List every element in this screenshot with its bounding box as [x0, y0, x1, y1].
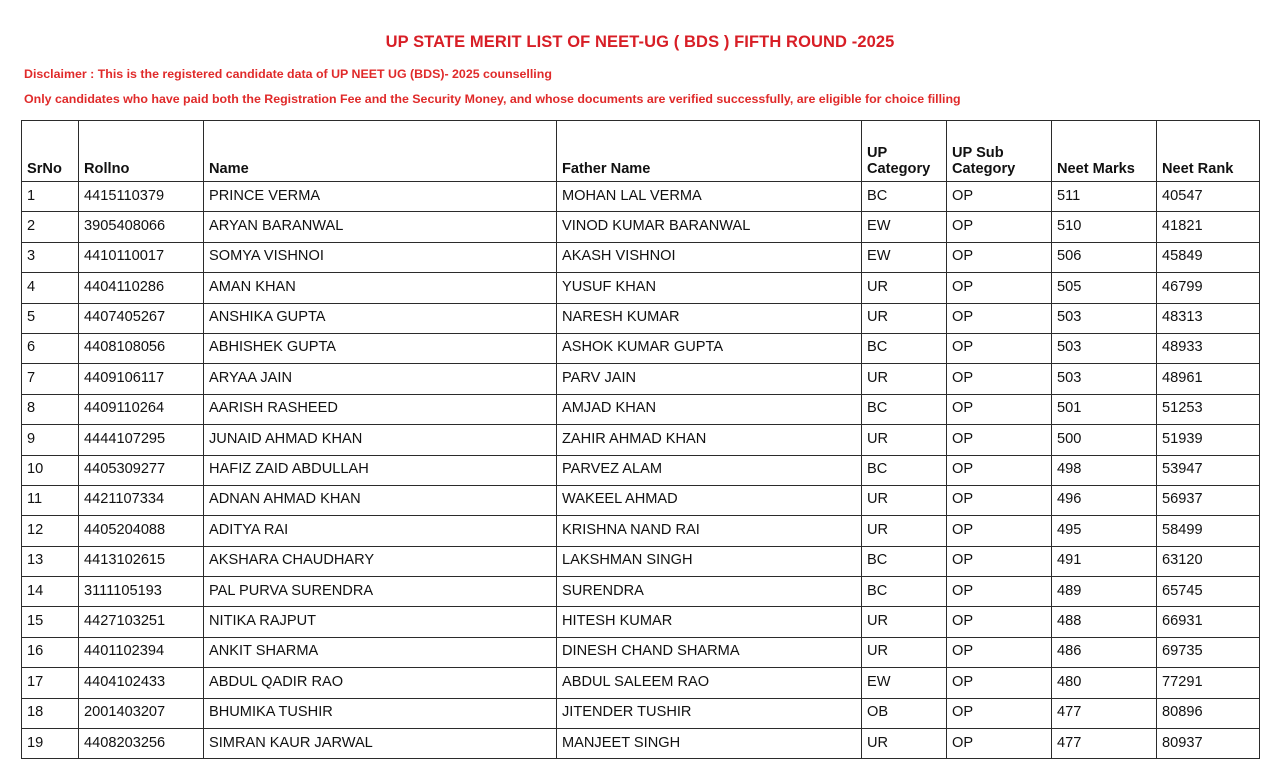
- table-row: [22, 546, 1260, 576]
- cell-up-category: BC: [862, 455, 947, 485]
- cell-name: ADNAN AHMAD KHAN: [204, 485, 557, 515]
- cell-rollno: 4427103251: [79, 607, 204, 637]
- cell-up-sub-category: OP: [947, 333, 1052, 363]
- cell-neet-rank: 46799: [1157, 273, 1260, 303]
- cell-rollno: 4413102615: [79, 546, 204, 576]
- cell-up-sub-category: OP: [947, 455, 1052, 485]
- table-row: [22, 577, 1260, 607]
- cell-neet-rank: 80896: [1157, 698, 1260, 728]
- cell-up-sub-category: OP: [947, 577, 1052, 607]
- cell-up-sub-category: OP: [947, 182, 1052, 212]
- cell-neet-marks: 477: [1052, 698, 1157, 728]
- up-category-line-2: Category: [867, 160, 931, 177]
- up-sub-category-line-1: UP Sub: [952, 145, 1004, 162]
- cell-rollno: 4404102433: [79, 668, 204, 698]
- cell-neet-rank: 48933: [1157, 333, 1260, 363]
- cell-rollno: 4410110017: [79, 242, 204, 272]
- cell-up-category: UR: [862, 729, 947, 759]
- cell-name: ARYAA JAIN: [204, 364, 557, 394]
- table-row: [22, 182, 1260, 212]
- table-row: [22, 333, 1260, 363]
- cell-name: ADITYA RAI: [204, 516, 557, 546]
- cell-up-category: UR: [862, 637, 947, 667]
- cell-up-category: UR: [862, 425, 947, 455]
- column-header-srno: SrNo: [22, 121, 79, 182]
- column-header-up-category: [862, 121, 947, 182]
- cell-father-name: MANJEET SINGH: [557, 729, 862, 759]
- cell-rollno: 4407405267: [79, 303, 204, 333]
- cell-up-category: UR: [862, 273, 947, 303]
- table-row: [22, 729, 1260, 759]
- cell-father-name: ASHOK KUMAR GUPTA: [557, 333, 862, 363]
- cell-srno: 5: [22, 303, 79, 333]
- cell-father-name: SURENDRA: [557, 577, 862, 607]
- cell-father-name: PARV JAIN: [557, 364, 862, 394]
- cell-name: ABDUL QADIR RAO: [204, 668, 557, 698]
- cell-srno: 7: [22, 364, 79, 394]
- cell-name: PAL PURVA SURENDRA: [204, 577, 557, 607]
- cell-up-sub-category: OP: [947, 394, 1052, 424]
- cell-up-category: BC: [862, 577, 947, 607]
- cell-srno: 2: [22, 212, 79, 242]
- cell-father-name: WAKEEL AHMAD: [557, 485, 862, 515]
- cell-srno: 19: [22, 729, 79, 759]
- cell-neet-rank: 56937: [1157, 485, 1260, 515]
- cell-up-sub-category: OP: [947, 546, 1052, 576]
- table-row: [22, 607, 1260, 637]
- cell-neet-marks: 506: [1052, 242, 1157, 272]
- cell-neet-rank: 66931: [1157, 607, 1260, 637]
- column-header-father-name: Father Name: [557, 121, 862, 182]
- cell-up-category: UR: [862, 607, 947, 637]
- cell-neet-marks: 511: [1052, 182, 1157, 212]
- cell-neet-rank: 48961: [1157, 364, 1260, 394]
- cell-rollno: 2001403207: [79, 698, 204, 728]
- cell-up-category: OB: [862, 698, 947, 728]
- cell-neet-marks: 489: [1052, 577, 1157, 607]
- cell-father-name: KRISHNA NAND RAI: [557, 516, 862, 546]
- cell-father-name: NARESH KUMAR: [557, 303, 862, 333]
- cell-name: AARISH RASHEED: [204, 394, 557, 424]
- up-category-line-1: UP: [867, 145, 888, 162]
- cell-up-category: UR: [862, 516, 947, 546]
- cell-neet-rank: 77291: [1157, 668, 1260, 698]
- cell-neet-marks: 503: [1052, 333, 1157, 363]
- table-row: [22, 303, 1260, 333]
- cell-up-category: UR: [862, 485, 947, 515]
- table-row: [22, 637, 1260, 667]
- cell-srno: 17: [22, 668, 79, 698]
- cell-srno: 4: [22, 273, 79, 303]
- cell-rollno: 4444107295: [79, 425, 204, 455]
- disclaimer-block: [0, 51, 1280, 105]
- cell-neet-rank: 69735: [1157, 637, 1260, 667]
- cell-up-sub-category: OP: [947, 303, 1052, 333]
- cell-father-name: AKASH VISHNOI: [557, 242, 862, 272]
- table-row: [22, 668, 1260, 698]
- table-row: [22, 516, 1260, 546]
- table-row: [22, 364, 1260, 394]
- table-header: [22, 121, 1260, 182]
- cell-rollno: 4401102394: [79, 637, 204, 667]
- cell-rollno: 4421107334: [79, 485, 204, 515]
- cell-srno: 16: [22, 637, 79, 667]
- up-sub-category-line-2: Category: [952, 160, 1016, 177]
- cell-neet-marks: 488: [1052, 607, 1157, 637]
- cell-name: BHUMIKA TUSHIR: [204, 698, 557, 728]
- cell-srno: 13: [22, 546, 79, 576]
- cell-neet-rank: 41821: [1157, 212, 1260, 242]
- cell-rollno: 3111105193: [79, 577, 204, 607]
- cell-neet-marks: 503: [1052, 364, 1157, 394]
- cell-name: SOMYA VISHNOI: [204, 242, 557, 272]
- cell-neet-rank: 48313: [1157, 303, 1260, 333]
- cell-father-name: YUSUF KHAN: [557, 273, 862, 303]
- cell-up-sub-category: OP: [947, 425, 1052, 455]
- cell-father-name: AMJAD KHAN: [557, 394, 862, 424]
- cell-neet-rank: 51253: [1157, 394, 1260, 424]
- table-row: [22, 425, 1260, 455]
- cell-srno: 11: [22, 485, 79, 515]
- cell-up-sub-category: OP: [947, 607, 1052, 637]
- cell-up-sub-category: OP: [947, 273, 1052, 303]
- page-title: UP STATE MERIT LIST OF NEET-UG ( BDS ) FIFTH ROUND -2025: [385, 33, 895, 51]
- cell-neet-marks: 486: [1052, 637, 1157, 667]
- cell-father-name: LAKSHMAN SINGH: [557, 546, 862, 576]
- cell-rollno: 4408203256: [79, 729, 204, 759]
- cell-rollno: 4409110264: [79, 394, 204, 424]
- cell-rollno: 4404110286: [79, 273, 204, 303]
- cell-up-category: UR: [862, 364, 947, 394]
- cell-neet-rank: 63120: [1157, 546, 1260, 576]
- cell-name: ABHISHEK GUPTA: [204, 333, 557, 363]
- cell-srno: 12: [22, 516, 79, 546]
- cell-name: AMAN KHAN: [204, 273, 557, 303]
- table-row: [22, 273, 1260, 303]
- cell-neet-rank: 80937: [1157, 729, 1260, 759]
- cell-name: NITIKA RAJPUT: [204, 607, 557, 637]
- cell-srno: 6: [22, 333, 79, 363]
- table-body: [22, 182, 1260, 759]
- cell-up-category: BC: [862, 394, 947, 424]
- cell-neet-marks: 510: [1052, 212, 1157, 242]
- disclaimer-line-2: Only candidates who have paid both the Registration Fee and the Security Money, and whose documents are verified successfully, are eligible for choice filling: [24, 91, 961, 106]
- cell-srno: 10: [22, 455, 79, 485]
- table-row: [22, 242, 1260, 272]
- cell-neet-marks: 495: [1052, 516, 1157, 546]
- cell-rollno: 4408108056: [79, 333, 204, 363]
- cell-neet-rank: 58499: [1157, 516, 1260, 546]
- cell-rollno: 3905408066: [79, 212, 204, 242]
- column-header-rollno: Rollno: [79, 121, 204, 182]
- cell-up-sub-category: OP: [947, 668, 1052, 698]
- cell-father-name: HITESH KUMAR: [557, 607, 862, 637]
- cell-neet-marks: 477: [1052, 729, 1157, 759]
- cell-father-name: VINOD KUMAR BARANWAL: [557, 212, 862, 242]
- cell-srno: 14: [22, 577, 79, 607]
- table-row: [22, 485, 1260, 515]
- column-header-up-sub-category: [947, 121, 1052, 182]
- cell-neet-marks: 501: [1052, 394, 1157, 424]
- cell-up-category: BC: [862, 182, 947, 212]
- column-header-neet-marks: Neet Marks: [1052, 121, 1157, 182]
- cell-father-name: ABDUL SALEEM RAO: [557, 668, 862, 698]
- cell-father-name: PARVEZ ALAM: [557, 455, 862, 485]
- cell-name: JUNAID AHMAD KHAN: [204, 425, 557, 455]
- cell-up-category: EW: [862, 242, 947, 272]
- cell-rollno: 4405204088: [79, 516, 204, 546]
- cell-father-name: MOHAN LAL VERMA: [557, 182, 862, 212]
- cell-neet-rank: 51939: [1157, 425, 1260, 455]
- merit-list-table-wrapper: [21, 120, 1259, 759]
- cell-up-category: BC: [862, 333, 947, 363]
- cell-neet-rank: 65745: [1157, 577, 1260, 607]
- cell-up-sub-category: OP: [947, 516, 1052, 546]
- cell-name: PRINCE VERMA: [204, 182, 557, 212]
- cell-name: ARYAN BARANWAL: [204, 212, 557, 242]
- column-header-neet-rank: Neet Rank: [1157, 121, 1260, 182]
- cell-srno: 15: [22, 607, 79, 637]
- cell-srno: 9: [22, 425, 79, 455]
- cell-srno: 18: [22, 698, 79, 728]
- cell-neet-marks: 503: [1052, 303, 1157, 333]
- cell-neet-marks: 500: [1052, 425, 1157, 455]
- table-row: [22, 698, 1260, 728]
- column-header-name: Name: [204, 121, 557, 182]
- cell-neet-rank: 45849: [1157, 242, 1260, 272]
- cell-up-sub-category: OP: [947, 729, 1052, 759]
- cell-father-name: DINESH CHAND SHARMA: [557, 637, 862, 667]
- cell-srno: 3: [22, 242, 79, 272]
- cell-up-sub-category: OP: [947, 364, 1052, 394]
- cell-up-sub-category: OP: [947, 485, 1052, 515]
- cell-name: ANKIT SHARMA: [204, 637, 557, 667]
- cell-name: AKSHARA CHAUDHARY: [204, 546, 557, 576]
- cell-up-sub-category: OP: [947, 637, 1052, 667]
- table-row: [22, 394, 1260, 424]
- cell-up-category: UR: [862, 303, 947, 333]
- cell-up-sub-category: OP: [947, 212, 1052, 242]
- cell-neet-rank: 53947: [1157, 455, 1260, 485]
- cell-up-sub-category: OP: [947, 698, 1052, 728]
- cell-name: HAFIZ ZAID ABDULLAH: [204, 455, 557, 485]
- cell-up-category: EW: [862, 212, 947, 242]
- cell-rollno: 4409106117: [79, 364, 204, 394]
- cell-neet-marks: 498: [1052, 455, 1157, 485]
- cell-neet-rank: 40547: [1157, 182, 1260, 212]
- cell-srno: 8: [22, 394, 79, 424]
- cell-rollno: 4415110379: [79, 182, 204, 212]
- disclaimer-line-1: Disclaimer : This is the registered candidate data of UP NEET UG (BDS)- 2025 counselling: [24, 67, 552, 82]
- cell-up-sub-category: OP: [947, 242, 1052, 272]
- cell-srno: 1: [22, 182, 79, 212]
- table-row: [22, 212, 1260, 242]
- cell-rollno: 4405309277: [79, 455, 204, 485]
- cell-up-category: BC: [862, 546, 947, 576]
- cell-neet-marks: 480: [1052, 668, 1157, 698]
- table-header-row: [22, 121, 1260, 182]
- cell-neet-marks: 491: [1052, 546, 1157, 576]
- cell-name: ANSHIKA GUPTA: [204, 303, 557, 333]
- cell-name: SIMRAN KAUR JARWAL: [204, 729, 557, 759]
- cell-neet-marks: 505: [1052, 273, 1157, 303]
- cell-neet-marks: 496: [1052, 485, 1157, 515]
- cell-up-category: EW: [862, 668, 947, 698]
- merit-list-table: [21, 120, 1260, 759]
- cell-father-name: ZAHIR AHMAD KHAN: [557, 425, 862, 455]
- cell-father-name: JITENDER TUSHIR: [557, 698, 862, 728]
- table-row: [22, 455, 1260, 485]
